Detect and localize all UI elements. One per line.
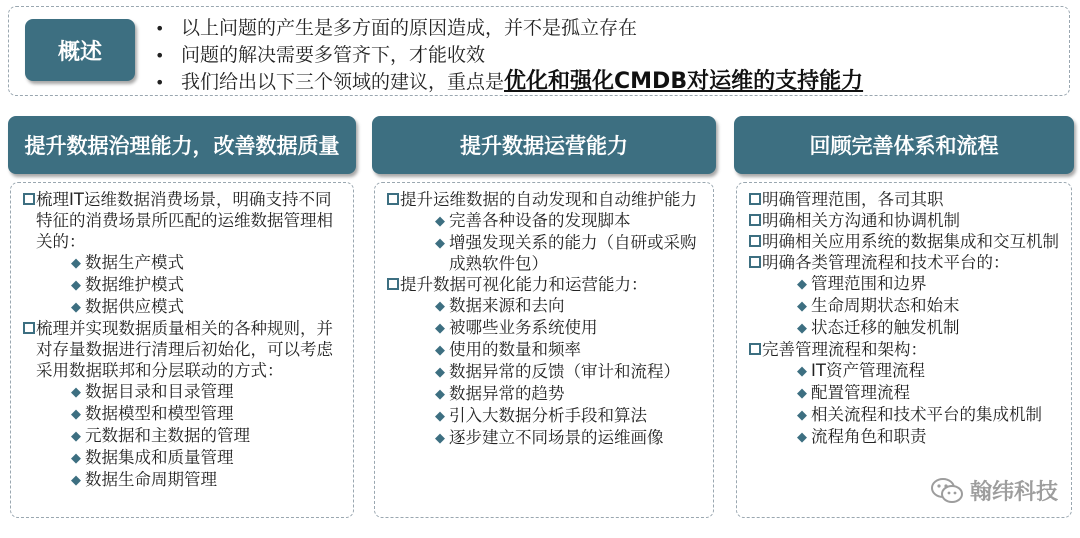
sub-list-item — [23, 274, 345, 296]
diamond-bullet-icon: ◆ — [435, 409, 445, 424]
sub-list-item — [387, 405, 705, 427]
diamond-bullet-icon: ◆ — [797, 386, 807, 401]
diamond-bullet-icon: ◆ — [435, 214, 445, 229]
diamond-bullet-icon: ◆ — [797, 430, 807, 445]
diamond-bullet-icon: ◆ — [435, 365, 445, 380]
sub-list-item — [387, 295, 705, 317]
list-item — [387, 189, 705, 210]
sub-list-item-text: 生命周期状态和始末 — [811, 296, 960, 315]
sub-list-item-text: 配置管理流程 — [811, 383, 910, 402]
list-item — [749, 189, 1063, 210]
sub-list-item-text: 使用的数量和频率 — [449, 340, 581, 359]
sub-list-item-text: 状态迁移的触发机制 — [811, 318, 960, 337]
overview-panel — [8, 6, 1070, 96]
column-body-data-operations — [374, 182, 714, 518]
column-header-data-governance: 提升数据治理能力，改善数据质量 — [8, 116, 356, 174]
diamond-bullet-icon: ◆ — [71, 429, 81, 444]
sub-list-item-text: 数据目录和目录管理 — [85, 382, 234, 401]
sub-list-item — [387, 383, 705, 405]
sub-list-item — [387, 317, 705, 339]
list-item-text: 完善管理流程和架构： — [762, 340, 927, 359]
diamond-bullet-icon: ◆ — [797, 321, 807, 336]
sub-list-item-text: 完善各种设备的发现脚本 — [449, 211, 631, 230]
wechat-icon — [930, 477, 964, 505]
checkbox-square-icon — [387, 193, 399, 205]
overview-bullet: • 问题的解决需要多管齐下，才能收效 — [155, 42, 863, 69]
column-header-process: 回顾完善体系和流程 — [734, 116, 1074, 174]
sub-list-item-text: 数据供应模式 — [85, 297, 184, 316]
sub-list-item — [749, 426, 1063, 448]
list-item — [23, 318, 345, 381]
overview-tag: 概述 — [25, 19, 135, 81]
list-item-text: 明确相关应用系统的数据集成和交互机制 — [762, 232, 1059, 251]
checkbox-square-icon — [387, 278, 399, 290]
column-body-data-governance — [10, 182, 354, 518]
checkbox-square-icon — [749, 193, 761, 205]
sub-list-item-text: 数据维护模式 — [85, 275, 184, 294]
sub-list-item — [749, 360, 1063, 382]
sub-list-item-text: 元数据和主数据的管理 — [85, 426, 250, 445]
watermark — [930, 475, 1058, 506]
sub-list-item-text: 流程角色和职责 — [811, 427, 927, 446]
sub-list-item — [749, 273, 1063, 295]
sub-list-item-text: 数据生命周期管理 — [85, 470, 217, 489]
overview-bullet: • 以上问题的产生是多方面的原因造成，并不是孤立存在 — [155, 15, 863, 42]
overview-emphasis: 优化和强化CMDB对运维的支持能力 — [504, 69, 864, 94]
sub-list-item — [23, 296, 345, 318]
sub-list-item-text: 数据生产模式 — [85, 253, 184, 272]
checkbox-square-icon — [749, 343, 761, 355]
sub-list-item — [749, 317, 1063, 339]
checkbox-square-icon — [749, 214, 761, 226]
list-item-text: 梳理IT运维数据消费场景，明确支持不同特征的消费场景所匹配的运维数据管理相关的： — [36, 190, 333, 251]
list-item-text: 梳理并实现数据质量相关的各种规则，并对存量数据进行清理后初始化，可以考虑采用数据联邦和分层联动的方式： — [36, 319, 333, 380]
list-item — [749, 231, 1063, 252]
list-item-text: 提升运维数据的自动发现和自动维护能力 — [400, 190, 697, 209]
diamond-bullet-icon: ◆ — [435, 387, 445, 402]
list-item-text: 明确管理范围，各司其职 — [762, 190, 944, 209]
diamond-bullet-icon: ◆ — [797, 299, 807, 314]
sub-list-item-text: 被哪些业务系统使用 — [449, 318, 598, 337]
sub-list-item-text: 增强发现关系的能力（自研或采购成熟软件包） — [449, 233, 697, 273]
sub-list-item-text: 相关流程和技术平台的集成机制 — [811, 405, 1042, 424]
sub-list-item — [387, 210, 705, 232]
diamond-bullet-icon: ◆ — [71, 256, 81, 271]
sub-list-item — [23, 381, 345, 403]
sub-list-item — [23, 425, 345, 447]
diamond-bullet-icon: ◆ — [71, 385, 81, 400]
diamond-bullet-icon: ◆ — [435, 343, 445, 358]
checkbox-square-icon — [749, 235, 761, 247]
diamond-bullet-icon: ◆ — [435, 236, 445, 251]
sub-list-item-text: 管理范围和边界 — [811, 274, 927, 293]
list-item-text: 明确各类管理流程和技术平台的： — [762, 253, 1010, 272]
sub-list-item-text: 数据异常的反馈（审计和流程） — [449, 362, 680, 381]
diamond-bullet-icon: ◆ — [71, 451, 81, 466]
diamond-bullet-icon: ◆ — [71, 407, 81, 422]
sub-list-item — [23, 469, 345, 491]
sub-list-item-text: 引入大数据分析手段和算法 — [449, 406, 647, 425]
column-header-data-operations: 提升数据运营能力 — [372, 116, 716, 174]
sub-list-item — [387, 339, 705, 361]
list-item-text: 明确相关方沟通和协调机制 — [762, 211, 960, 230]
sub-list-item-text: 数据来源和去向 — [449, 296, 565, 315]
sub-list-item — [749, 295, 1063, 317]
diamond-bullet-icon: ◆ — [71, 300, 81, 315]
sub-list-item — [23, 447, 345, 469]
list-item — [23, 189, 345, 252]
sub-list-item — [23, 252, 345, 274]
sub-list-item-text: 数据模型和模型管理 — [85, 404, 234, 423]
diamond-bullet-icon: ◆ — [71, 278, 81, 293]
list-item — [749, 252, 1063, 273]
diamond-bullet-icon: ◆ — [71, 473, 81, 488]
list-item-text: 提升数据可视化能力和运营能力： — [400, 275, 648, 294]
sub-list-item-text: 数据异常的趋势 — [449, 384, 565, 403]
list-item — [749, 339, 1063, 360]
list-item — [387, 274, 705, 295]
diamond-bullet-icon: ◆ — [435, 299, 445, 314]
bullet-dot-icon: • — [155, 73, 165, 92]
bullet-dot-icon: • — [155, 19, 165, 38]
diamond-bullet-icon: ◆ — [797, 408, 807, 423]
checkbox-square-icon — [749, 256, 761, 268]
sub-list-item — [387, 361, 705, 383]
watermark-text: 翰纬科技 — [969, 480, 1058, 505]
checkbox-square-icon — [23, 193, 35, 205]
column-body-process — [736, 182, 1072, 518]
diamond-bullet-icon: ◆ — [435, 431, 445, 446]
sub-list-item-text: 数据集成和质量管理 — [85, 448, 234, 467]
sub-list-item — [749, 404, 1063, 426]
list-item — [749, 210, 1063, 231]
diamond-bullet-icon: ◆ — [797, 277, 807, 292]
checkbox-square-icon — [23, 322, 35, 334]
bullet-dot-icon: • — [155, 46, 165, 65]
sub-list-item — [387, 427, 705, 449]
overview-bullet: • 我们给出以下三个领域的建议，重点是 优化和强化CMDB对运维的支持能力 — [155, 69, 864, 94]
diamond-bullet-icon: ◆ — [435, 321, 445, 336]
sub-list-item-text: 逐步建立不同场景的运维画像 — [449, 428, 664, 447]
overview-bullets — [155, 15, 863, 96]
sub-list-item-text: IT资产管理流程 — [811, 361, 925, 380]
sub-list-item — [749, 382, 1063, 404]
sub-list-item — [387, 232, 705, 274]
sub-list-item — [23, 403, 345, 425]
diamond-bullet-icon: ◆ — [797, 364, 807, 379]
